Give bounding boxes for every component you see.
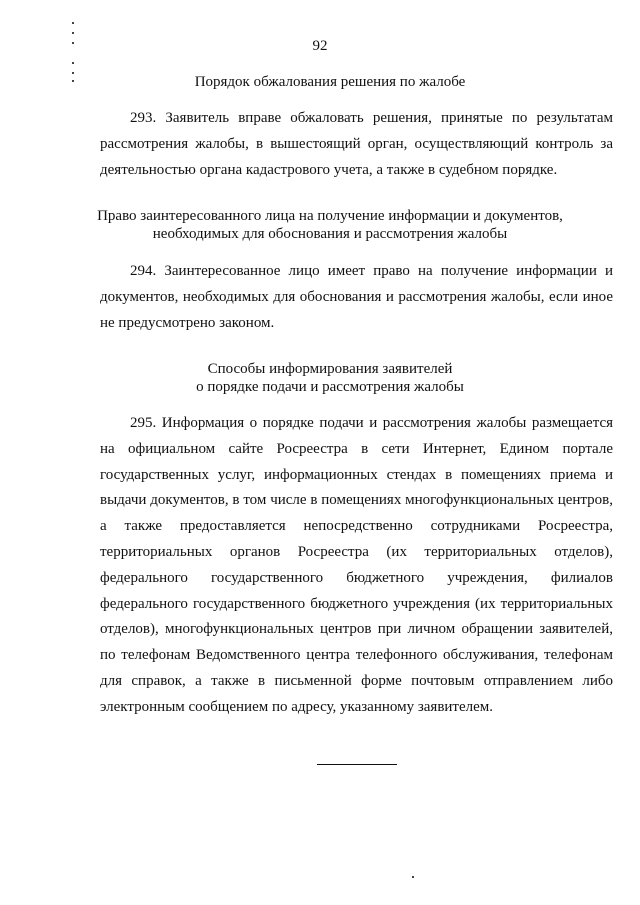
paragraph-line: деятельностью органа кадастрового учета, а также в судебном порядке.	[100, 161, 558, 178]
paragraph-line: на официальном сайте Росреестра в сети Интернет, Едином портале	[100, 440, 613, 457]
section-heading	[60, 207, 600, 243]
paragraph	[100, 106, 613, 183]
paragraph	[100, 259, 613, 336]
heading-line: Порядок обжалования решения по жалобе	[194, 74, 466, 90]
paragraph-line: рассмотрения жалобы, в вышестоящий орган, осуществляющий контроль за	[100, 135, 613, 152]
paragraph-line: отделов), многофункциональных центров при личном обращении заявителей,	[100, 621, 613, 638]
paragraph-line: а также предоставляется непосредственно сотрудниками Росреестра,	[100, 518, 613, 535]
paragraph-line: не предусмотрено законом.	[100, 314, 275, 331]
section-heading	[60, 73, 600, 91]
paragraph-line: федерального государственного бюджетного учреждения, филиалов	[100, 569, 613, 586]
paragraph-line: федерального государственного бюджетного учреждения (их территориальных	[100, 595, 613, 612]
paragraph-line: 294. Заинтересованное лицо имеет право на получение информации и	[130, 263, 613, 279]
paragraph-line: электронным сообщением по адресу, указанному заявителем.	[100, 698, 494, 715]
page-number: 92	[312, 38, 328, 54]
paragraph-line: государственных услуг, информационных стендах в помещениях приема и	[100, 466, 613, 483]
section-heading	[60, 360, 600, 396]
heading-line: Право заинтересованного лица на получение информации и документов,	[97, 208, 563, 224]
scan-mark	[72, 22, 74, 24]
paragraph-line: по телефонам Ведомственного центра телефонного обслуживания, телефонам	[100, 647, 613, 664]
heading-line: необходимых для обоснования и рассмотрения жалобы	[152, 226, 508, 242]
heading-line: Способы информирования заявителей	[207, 361, 453, 377]
paragraph-line: 293. Заявитель вправе обжаловать решения, принятые по результатам	[130, 110, 613, 126]
end-divider	[317, 764, 397, 765]
scan-mark	[72, 62, 74, 64]
paragraph-line: для справок, а также в письменной форме почтовым отправлением либо	[100, 672, 613, 689]
paragraph-line: документов, необходимых для обоснования и рассмотрения жалобы, если иное	[100, 288, 613, 305]
paragraph-line: выдачи документов, в том числе в помещениях многофункциональных центров,	[100, 492, 613, 509]
heading-line: о порядке подачи и рассмотрения жалобы	[196, 379, 464, 395]
scan-mark	[412, 876, 414, 878]
paragraph-line: территориальных органов Росреестра (их территориальных отделов),	[100, 543, 613, 560]
paragraph	[100, 411, 613, 721]
scan-mark	[72, 32, 74, 34]
paragraph-line: 295. Информация о порядке подачи и рассмотрения жалобы размещается	[130, 415, 613, 431]
